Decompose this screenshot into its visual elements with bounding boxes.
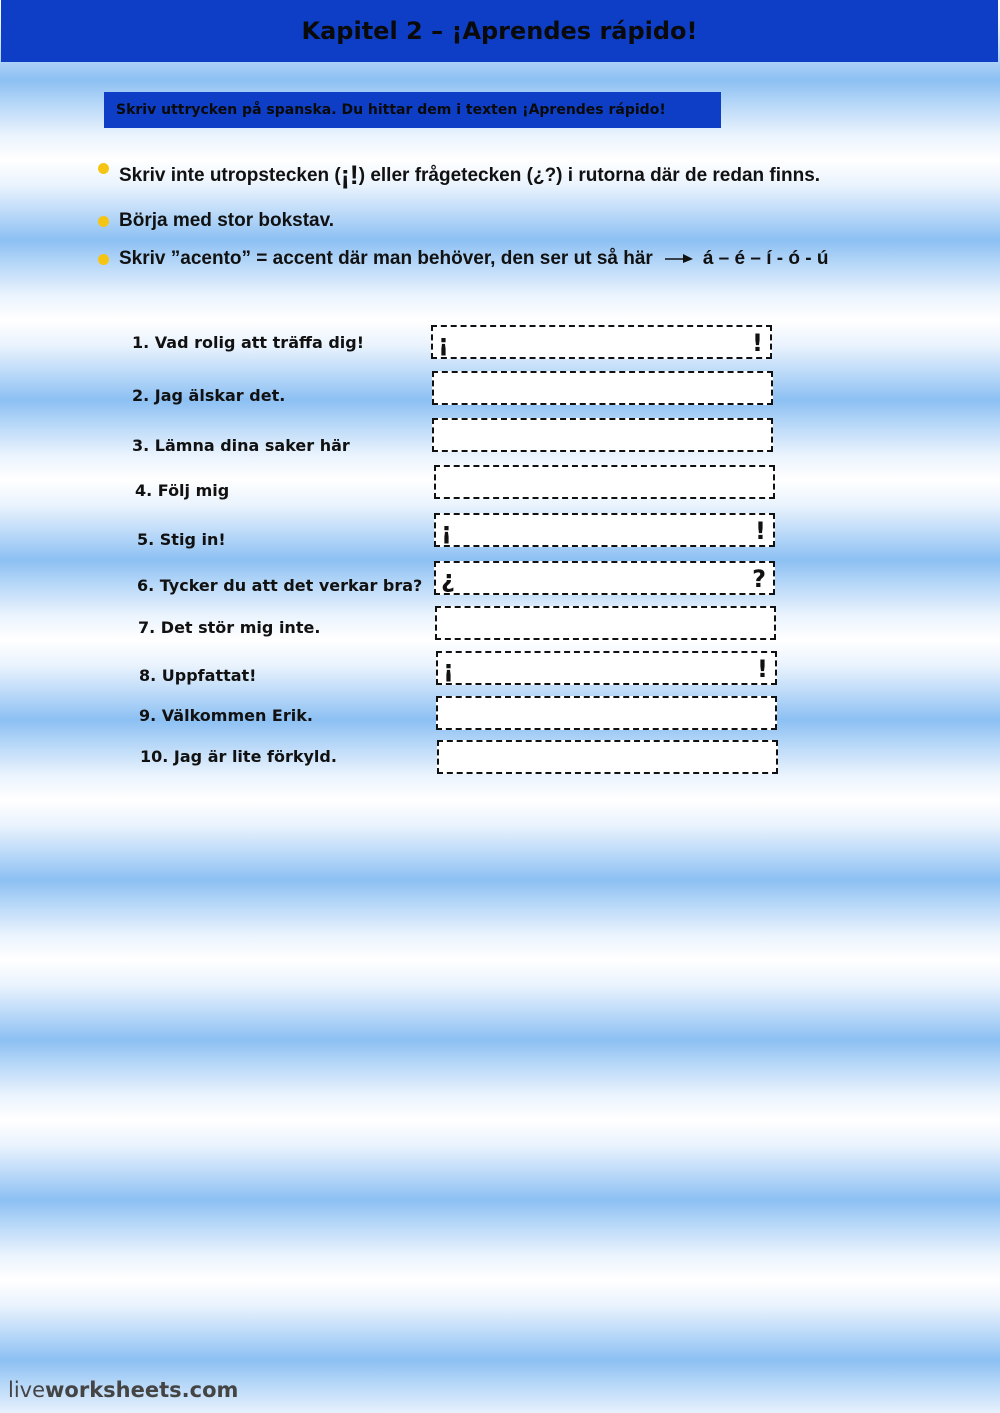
rule3-text: Skriv ”acento” = accent där man behöver, den ser ut så här: [119, 248, 653, 269]
page-title: Kapitel 2 – ¡Aprendes rápido!: [301, 17, 698, 45]
header-bar: [1, 0, 998, 62]
question-label-4: 4. Följ mig: [135, 481, 230, 500]
answer-box-10[interactable]: [437, 740, 778, 774]
bullet-icon: [98, 216, 109, 227]
prefilled-close-mark: ?: [752, 565, 766, 593]
rule2-text: Börja med stor bokstav.: [119, 210, 335, 231]
question-label-5: 5. Stig in!: [137, 530, 226, 549]
question-label-2: 2. Jag älskar det.: [132, 386, 286, 405]
answer-box-7[interactable]: [435, 606, 776, 640]
answer-box-8[interactable]: [436, 651, 777, 685]
question-label-7: 7. Det stör mig inte.: [138, 618, 321, 637]
prefilled-open-mark: ¡: [438, 329, 449, 357]
answer-box-2[interactable]: [432, 371, 773, 405]
accent-examples: á – é – í - ó - ú: [702, 248, 829, 269]
answer-box-6[interactable]: [434, 561, 775, 595]
question-label-3: 3. Lämna dina saker här: [132, 436, 350, 455]
rule-no-punctuation: [98, 160, 820, 191]
prefilled-close-mark: !: [755, 517, 766, 545]
question-label-10: 10. Jag är lite förkyld.: [140, 747, 337, 766]
prefilled-open-mark: ¡: [441, 517, 452, 545]
rule1-before: Skriv inte utropstecken (: [119, 164, 341, 186]
question-label-8: 8. Uppfattat!: [139, 666, 257, 685]
answer-box-5[interactable]: [434, 513, 775, 547]
rule-accents: [98, 248, 828, 270]
question-label-9: 9. Välkommen Erik.: [139, 706, 313, 725]
bullet-icon: [98, 163, 109, 174]
liveworksheets-logo: liveworksheets.com: [8, 1378, 239, 1402]
answer-box-9[interactable]: [436, 696, 777, 730]
prefilled-close-mark: !: [752, 329, 763, 357]
answer-box-1[interactable]: [431, 325, 772, 359]
rule-capital-letter: [98, 210, 334, 232]
rule1-after: ) eller frågetecken (¿?) i rutorna där de redan finns.: [358, 164, 821, 186]
prefilled-open-mark: ¡: [443, 655, 454, 683]
answer-box-4[interactable]: [434, 465, 775, 499]
question-label-6: 6. Tycker du att det verkar bra?: [137, 576, 423, 595]
instruction-banner: [104, 92, 721, 128]
arrow-right-icon: [665, 248, 693, 270]
bullet-icon: [98, 254, 109, 265]
question-label-1: 1. Vad rolig att träffa dig!: [132, 333, 364, 352]
rule1-marks: ¡!: [340, 160, 359, 190]
answer-box-3[interactable]: [432, 418, 773, 452]
prefilled-close-mark: !: [757, 655, 768, 683]
instruction-text: Skriv uttrycken på spanska. Du hittar dem i texten ¡Aprendes rápido!: [116, 102, 666, 118]
prefilled-open-mark: ¿: [441, 565, 455, 593]
